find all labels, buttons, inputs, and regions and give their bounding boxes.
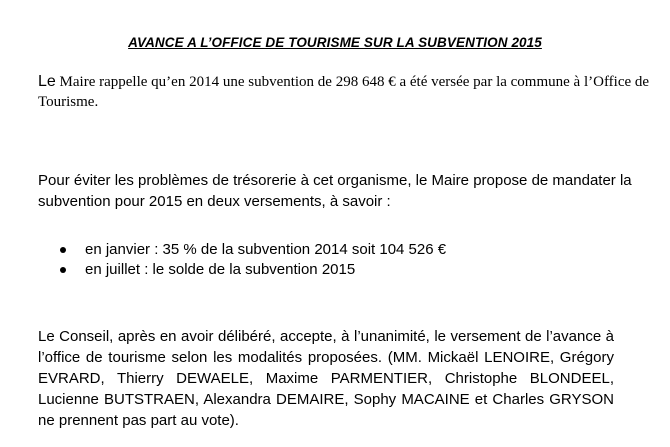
payment-schedule-list	[58, 240, 638, 280]
paragraph-proposal: Pour éviter les problèmes de trésorerie à cet organisme, le Maire propose de mandater la subvention pour 2015 en deux versements, à savoir :	[38, 172, 632, 210]
bullet-icon	[60, 247, 66, 253]
bullet-icon	[60, 267, 66, 273]
list-item-text: en juillet : le solde de la subvention 2015	[85, 261, 356, 278]
paragraph-subsidy-2014	[38, 72, 658, 112]
paragraph-decision: Le Conseil, après en avoir délibéré, accepte, à l’unanimité, le versement de l’avance à l’office de tourisme selon les modalités proposées. (MM. Mickaël LENOIRE, Grégory EVRARD, Thierry DEWAELE, Maxime PARMENTIER, Christophe BLONDEEL, Lucienne BUTSTRAEN, Alexandra DEMAIRE, Sophy MACAINE et Charles GRYSON ne prennent pas part au vote).	[38, 328, 614, 429]
paragraph-lead-word: Le	[38, 73, 56, 90]
list-item	[58, 240, 638, 260]
list-item-text: en janvier : 35 % de la subvention 2014 soit 104 526 €	[85, 241, 447, 258]
paragraph-body: Maire rappelle qu’en 2014 une subvention de 298 648 € a été versée par la commune à l’Office de Tourisme.	[38, 74, 650, 110]
document-title: AVANCE A L’OFFICE DE TOURISME SUR LA SUBVENTION 2015	[128, 35, 542, 50]
list-item	[58, 260, 638, 280]
